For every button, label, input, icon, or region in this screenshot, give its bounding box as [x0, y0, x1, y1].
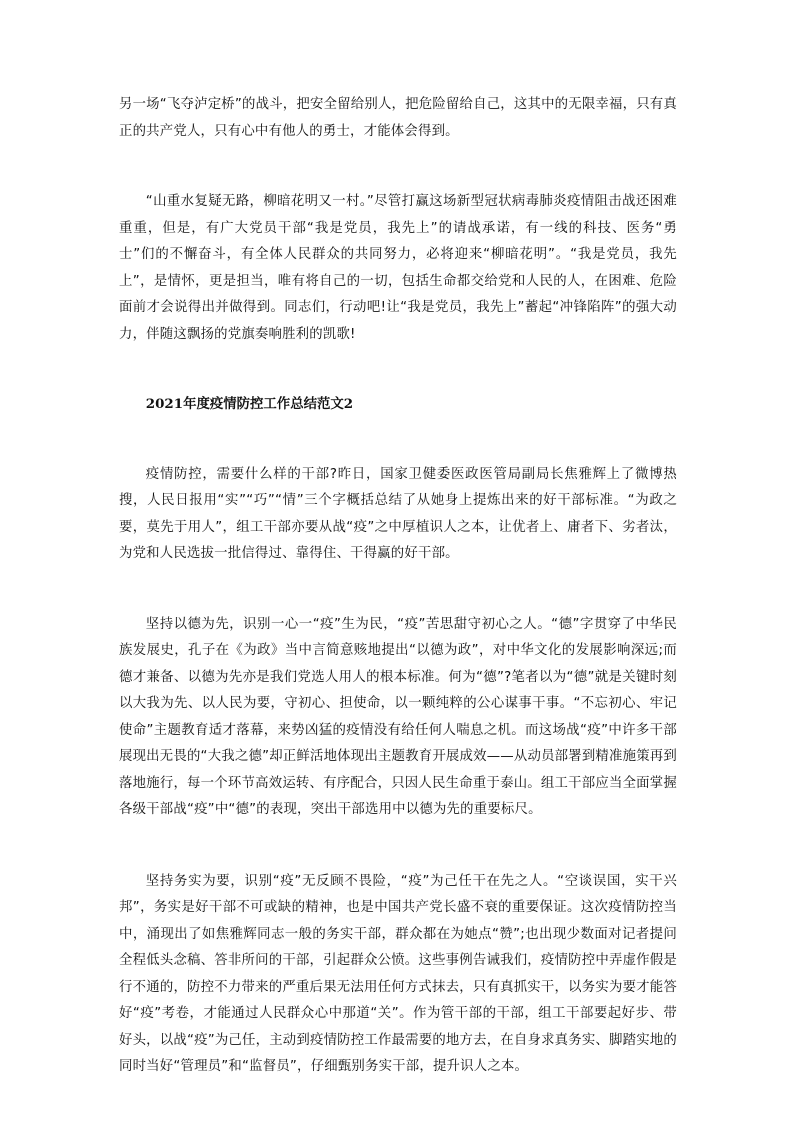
paragraph-continuation: 另一场“飞夺泸定桥”的战斗，把安全留给别人，把危险留给自己，这其中的无限幸福，只有真正的共产党人，只有心中有他人的勇士，才能体会得到。 [119, 97, 677, 139]
section-heading: 2021年度疫情防控工作总结范文2 [145, 396, 354, 412]
paragraph-spacer [119, 568, 677, 612]
paragraph-closing: “山重水复疑无路，柳暗花明又一村。”尽管打赢这场新型冠状病毒肺炎疫情阻击战还困难重重，但是，有广大党员干部“我是党员，我先上”的请战承诺，有一线的科技、医务“勇士”们的不懈奋斗，有全体人民群众的共同努力，必将迎来“柳暗花明”。“我是党员，我先上”，是情怀，更是担当，唯有将自己的一切，包括生命都交给党和人民的人，在困难、危险面前才会说得出并做得到。同志们，行动吧!让“我是党员，我先上”蓄起“冲锋陷阵”的强大动力，伴随这飘扬的党旗奏响胜利的凯歌! [119, 194, 677, 342]
paragraph-spacer [119, 348, 677, 391]
document-page [119, 92, 677, 1081]
paragraph-intro: 疫情防控，需要什么样的干部?昨日，国家卫健委医政医管局副局长焦雅辉上了微博热搜，人民日报用“实”“巧”“情”三个字概括总结了从她身上提炼出来的好干部标准。“为政之要，莫先于用人”，组工干部亦要从战“疫”之中厚植识人之本，让优者上、庸者下、劣者汰，为党和人民选拔一批信得过、靠得住、干得赢的好干部。 [119, 466, 677, 561]
paragraph-pragmatism: 坚持务实为要，识别“疫”无反顾不畏险，“疫”为己任干在先之人。“空谈误国，实干兴邦”，务实是好干部不可或缺的精神，也是中国共产党长盛不衰的重要保证。这次疫情防控当中，涌现出了如焦雅辉同志一般的务实干部，群众都在为她点“赞”;也出现少数面对记者提问全程低头念稿、答非所问的干部，引起群众公愤。这些事例告诫我们，疫情防控中弄虚作假是行不通的，防控不力带来的严重后果无法用任何方式抹去，只有真抓实干，以务实为要才能答好“疫”考卷，才能通过人民群众心中那道“关”。作为管干部的干部，组工干部要起好步、带好头，以战“疫”为己任，主动到疫情防控工作最需要的地方去，在自身求真务实、脚踏实地的同时当好“管理员”和“监督员”，仔细甄别务实干部，提升识人之本。 [119, 873, 677, 1074]
paragraph-spacer [119, 418, 677, 462]
paragraph-spacer [119, 145, 677, 189]
paragraph-virtue: 坚持以德为先，识别一心一“疫”生为民，“疫”苦思甜守初心之人。“德”字贯穿了中华民族发展史，孔子在《为政》当中言简意赅地提出“以德为政”，对中华文化的发展影响深远;而德才兼备、以德为先亦是我们党选人用人的根本标准。何为“德”?笔者以为“德”就是关键时刻以大我为先、以人民为要，守初心、担使命，以一颗纯粹的公心谋事干事。“不忘初心、牢记使命”主题教育适才落幕，来势凶猛的疫情没有给任何人喘息之机。而这场战“疫”中许多干部展现出无畏的“大我之德”却正鲜活地体现出主题教育开展成效——从动员部署到精准施策再到落地施行，每一个环节高效运转、有序配合，只因人民生命重于泰山。组工干部应当全面掌握各级干部战“疫”中“德”的表现，突出干部选用中以德为先的重要标尺。 [119, 616, 677, 817]
paragraph-spacer [119, 824, 677, 869]
